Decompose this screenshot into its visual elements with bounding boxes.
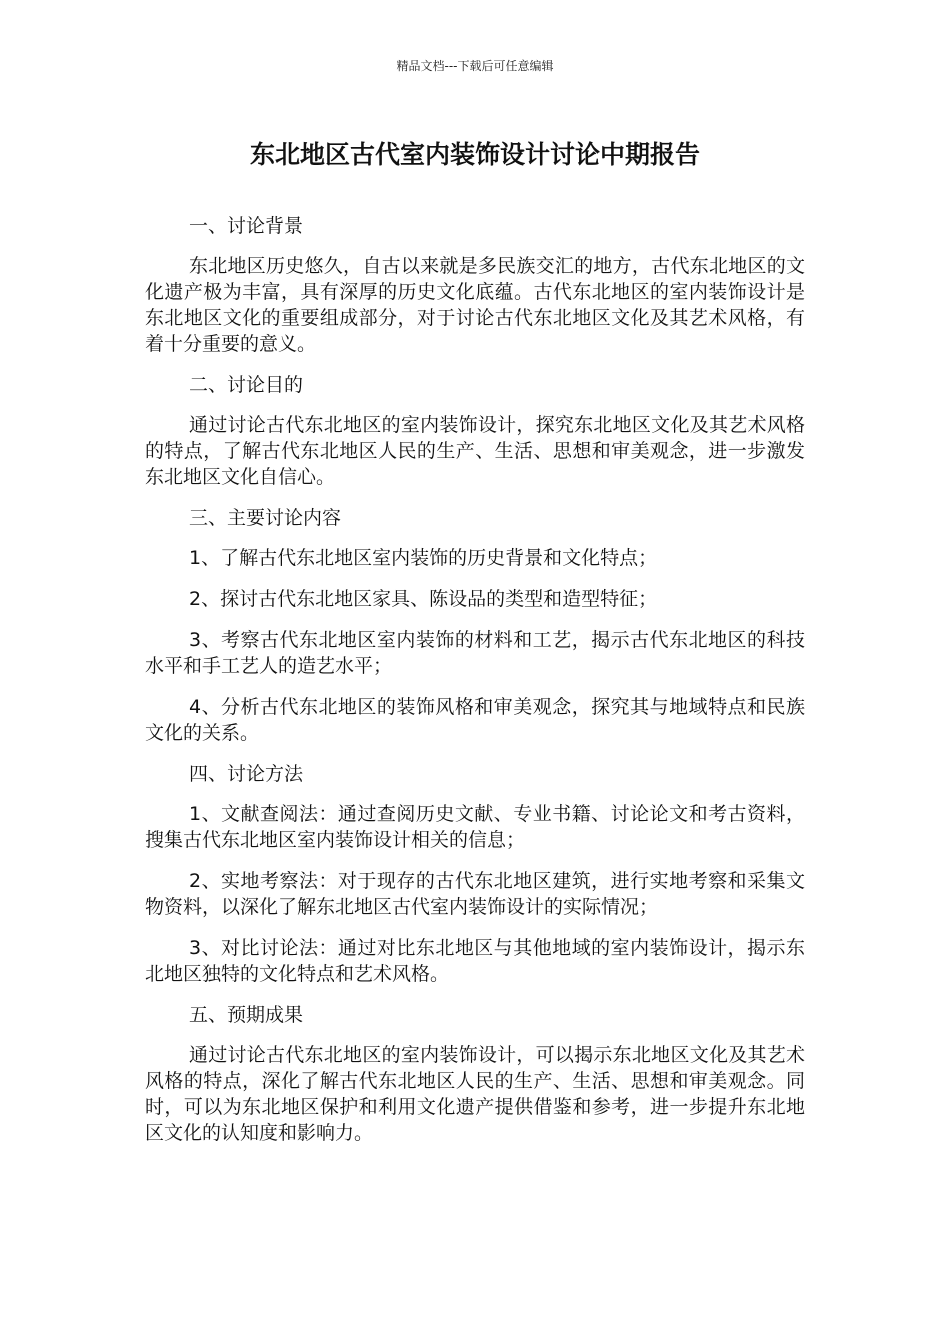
section-heading-results: 五、预期成果 <box>189 1004 304 1026</box>
method-item-3: 3、对比讨论法：通过对比东北地区与其他地域的室内装饰设计，揭示东北地区独特的文化特点和艺术风格。 <box>145 937 805 985</box>
document-body <box>145 213 805 1161</box>
method-item-1: 1、文献查阅法：通过查阅历史文献、专业书籍、讨论论文和考古资料，搜集古代东北地区室内装饰设计相关的信息； <box>145 803 805 851</box>
section-heading-methods: 四、讨论方法 <box>189 763 304 785</box>
section-heading-background: 一、讨论背景 <box>189 215 304 237</box>
document-title: 东北地区古代室内装饰设计讨论中期报告 <box>249 140 700 169</box>
paragraph-purpose: 通过讨论古代东北地区的室内装饰设计，探究东北地区文化及其艺术风格的特点，了解古代东北地区人民的生产、生活、思想和审美观念，进一步激发东北地区文化自信心。 <box>145 414 805 488</box>
content-item-3: 3、考察古代东北地区室内装饰的材料和工艺，揭示古代东北地区的科技水平和手工艺人的造艺水平； <box>145 629 805 677</box>
section-heading-purpose: 二、讨论目的 <box>189 374 304 396</box>
paragraph-background: 东北地区历史悠久，自古以来就是多民族交汇的地方，古代东北地区的文化遗产极为丰富，具有深厚的历史文化底蕴。古代东北地区的室内装饰设计是东北地区文化的重要组成部分，对于讨论古代东北地区文化及其艺术风格，有着十分重要的意义。 <box>145 255 805 355</box>
content-item-2: 2、探讨古代东北地区家具、陈设品的类型和造型特征； <box>189 588 658 610</box>
paragraph-results: 通过讨论古代东北地区的室内装饰设计，可以揭示东北地区文化及其艺术风格的特点，深化了解古代东北地区人民的生产、生活、思想和审美观念。同时，可以为东北地区保护和利用文化遗产提供借鉴和参考，进一步提升东北地区文化的认知度和影响力。 <box>145 1044 805 1144</box>
section-heading-content: 三、主要讨论内容 <box>189 507 342 529</box>
content-item-4: 4、分析古代东北地区的装饰风格和审美观念，探究其与地域特点和民族文化的关系。 <box>145 696 805 744</box>
page-header-note: 精品文档---下载后可任意编辑 <box>396 59 554 73</box>
content-item-1: 1、了解古代东北地区室内装饰的历史背景和文化特点； <box>189 547 658 569</box>
method-item-2: 2、实地考察法：对于现存的古代东北地区建筑，进行实地考察和采集文物资料，以深化了解东北地区古代室内装饰设计的实际情况； <box>145 870 805 918</box>
